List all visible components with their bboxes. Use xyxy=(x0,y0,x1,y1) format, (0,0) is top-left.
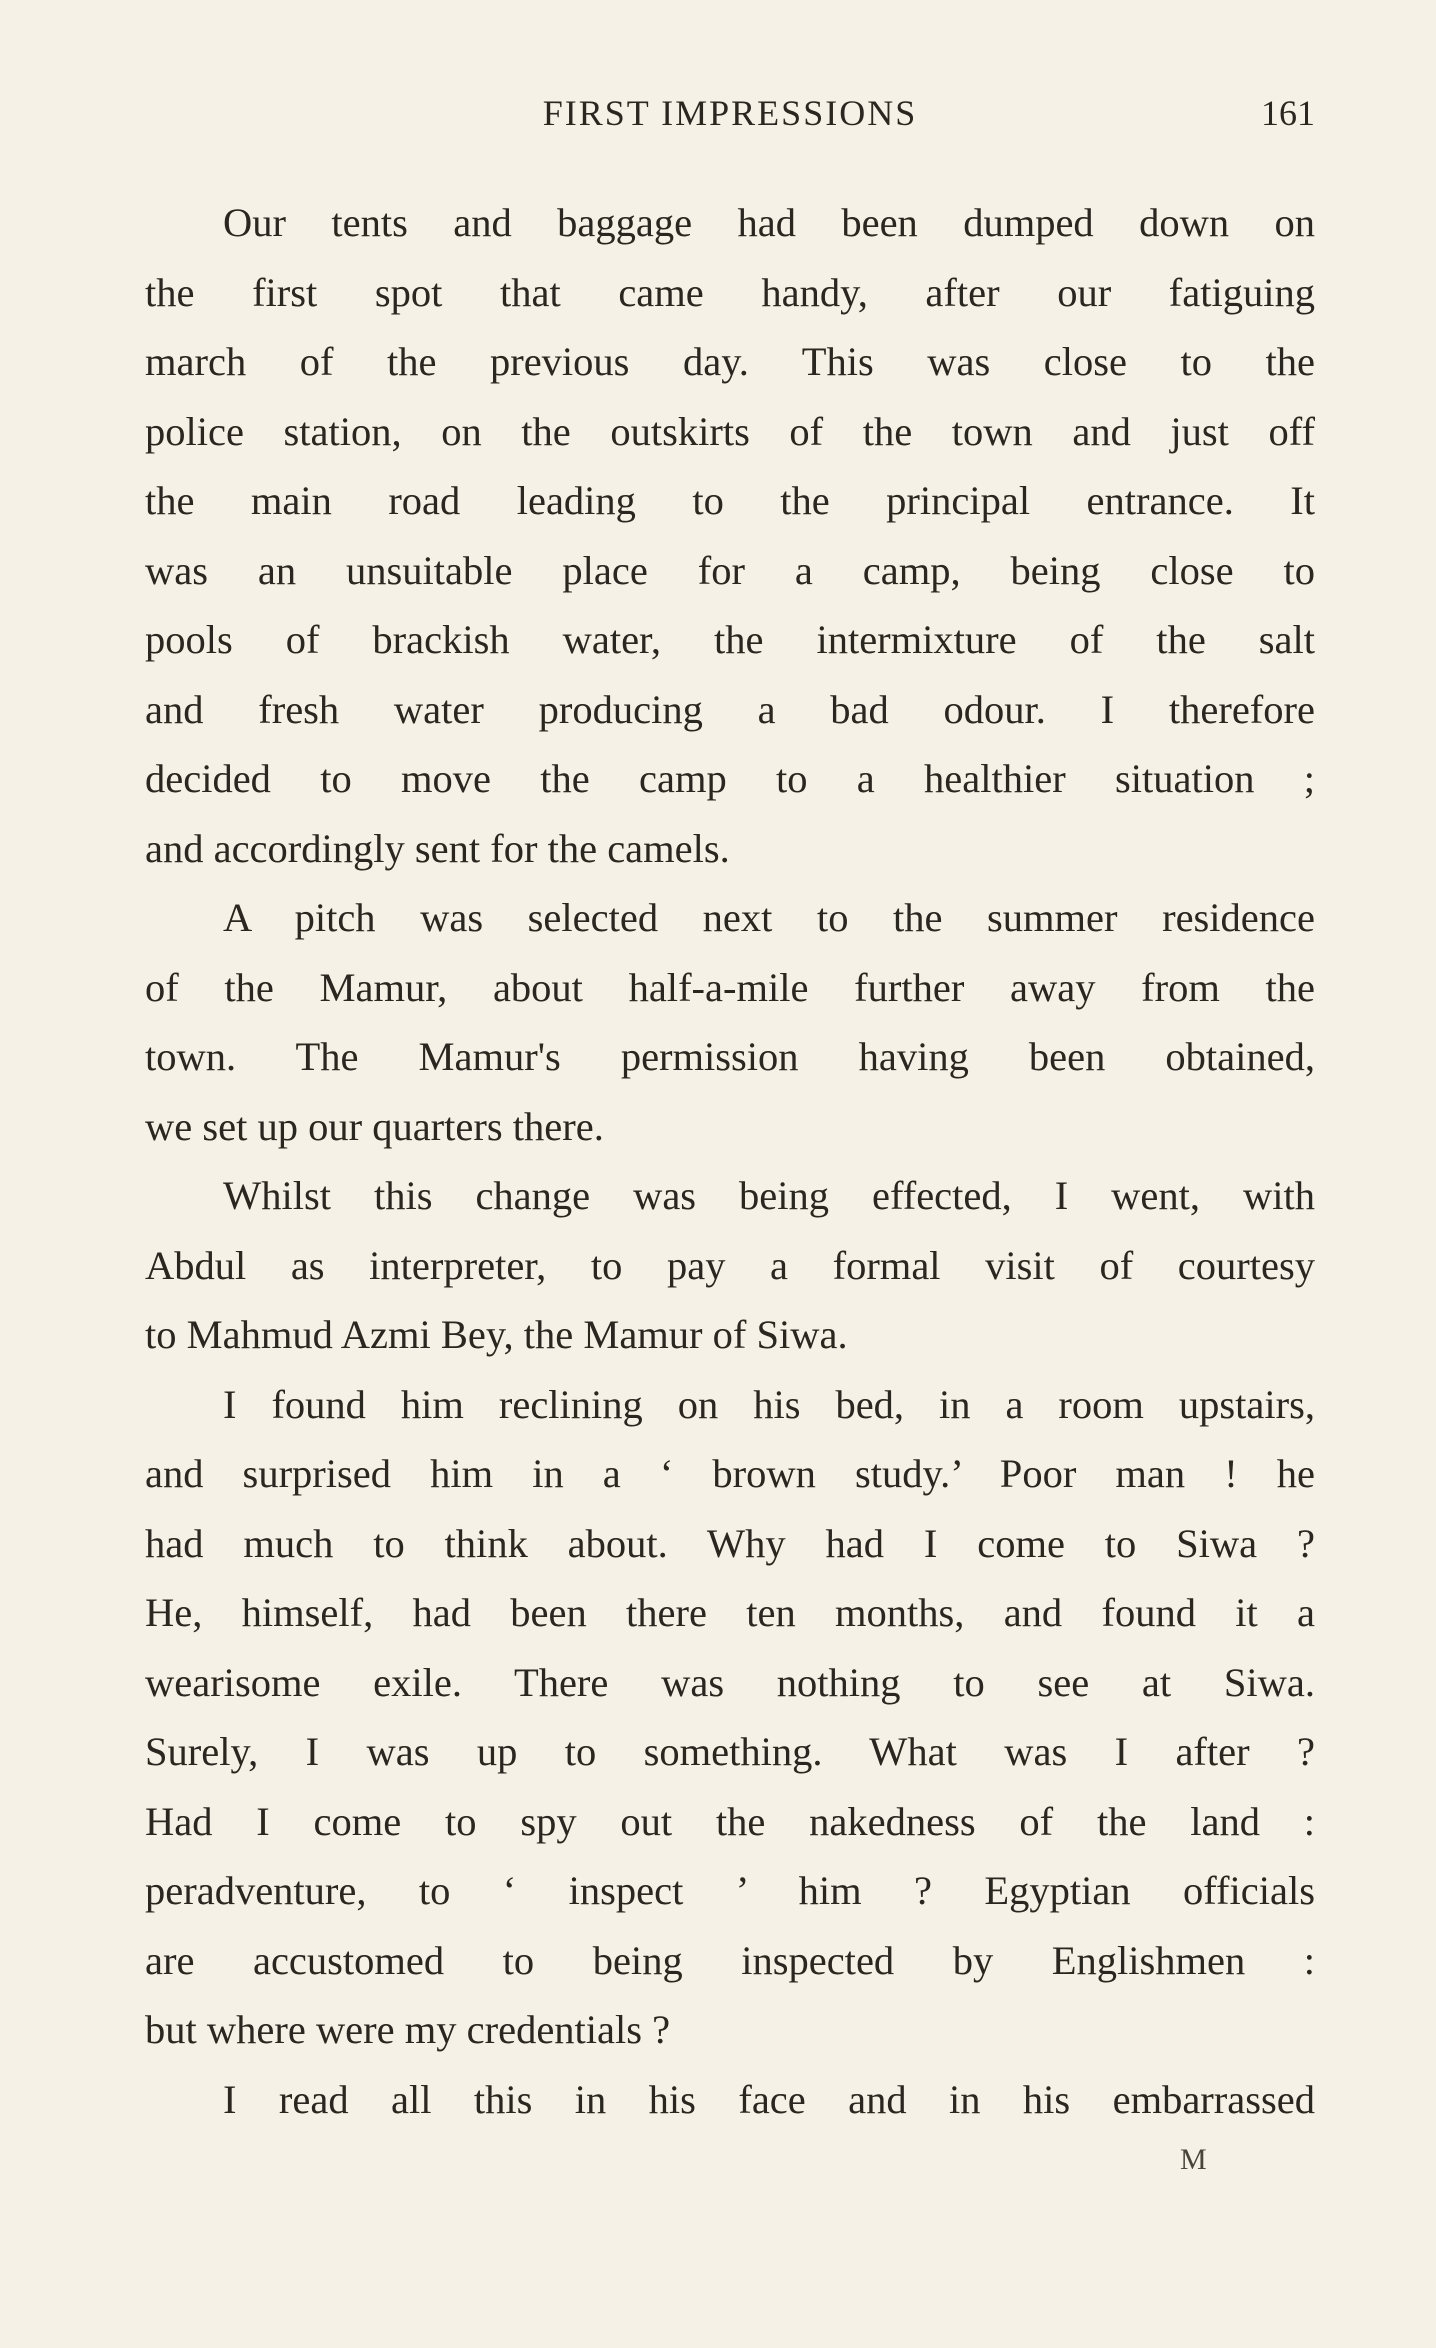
text-line: He, himself, had been there ten months, and found it a xyxy=(145,1590,1315,1635)
text-line: the main road leading to the principal entrance. It xyxy=(145,478,1315,523)
text-line: decided to move the camp to a healthier situation ; xyxy=(145,756,1315,801)
text-line: of the Mamur, about half-a-mile further away from the xyxy=(145,964,1315,1010)
text-line: we set up our quarters there. xyxy=(145,1103,604,1149)
text-line: Whilst this change was being effected, I went, with xyxy=(223,1173,1315,1218)
text-line: Our tents and baggage had been dumped down on xyxy=(223,200,1315,245)
text-line: to Mahmud Azmi Bey, the Mamur of Siwa. xyxy=(145,1312,848,1357)
text-line: wearisome exile. There was nothing to see at Siwa. xyxy=(145,1659,1315,1705)
text-line: I found him reclining on his bed, in a room upstairs, xyxy=(223,1381,1315,1427)
text-line: pools of brackish water, the intermixture of the salt xyxy=(145,617,1315,662)
text-line: town. The Mamur's permission having been obtained, xyxy=(145,1034,1315,1079)
text-line: and surprised him in a ‘ brown study.’ Poor man ! he xyxy=(145,1451,1315,1496)
text-line: police station, on the outskirts of the town and just off xyxy=(145,408,1315,454)
text-line: peradventure, to ‘ inspect ’ him ? Egyptian officials xyxy=(145,1868,1315,1913)
text-line: and accordingly sent for the camels. xyxy=(145,825,730,871)
text-line: march of the previous day. This was close to the xyxy=(145,339,1315,384)
text-line: the first spot that came handy, after our fatiguing xyxy=(145,269,1315,315)
text-line: Abdul as interpreter, to pay a formal visit of courtesy xyxy=(145,1242,1315,1288)
signature-mark: M xyxy=(1180,2143,1208,2176)
running-head xyxy=(145,88,1315,138)
page-number: 161 xyxy=(1261,93,1315,133)
text-line: I read all this in his face and in his embarrassed xyxy=(223,2076,1315,2122)
body-text xyxy=(145,188,1315,2134)
text-line: Had I come to spy out the nakedness of the land : xyxy=(145,1798,1315,1844)
text-line: are accustomed to being inspected by Englishmen : xyxy=(145,1937,1315,1983)
text-line: A pitch was selected next to the summer residence xyxy=(223,895,1315,940)
running-title: FIRST IMPRESSIONS xyxy=(542,93,918,133)
text-line: had much to think about. Why had I come to Siwa ? xyxy=(145,1520,1315,1566)
text-line: and fresh water producing a bad odour. I therefore xyxy=(145,686,1315,732)
text-line: but where were my credentials ? xyxy=(145,2007,671,2052)
text-line: Surely, I was up to something. What was I after ? xyxy=(145,1729,1315,1774)
text-line: was an unsuitable place for a camp, being close to xyxy=(145,547,1315,593)
